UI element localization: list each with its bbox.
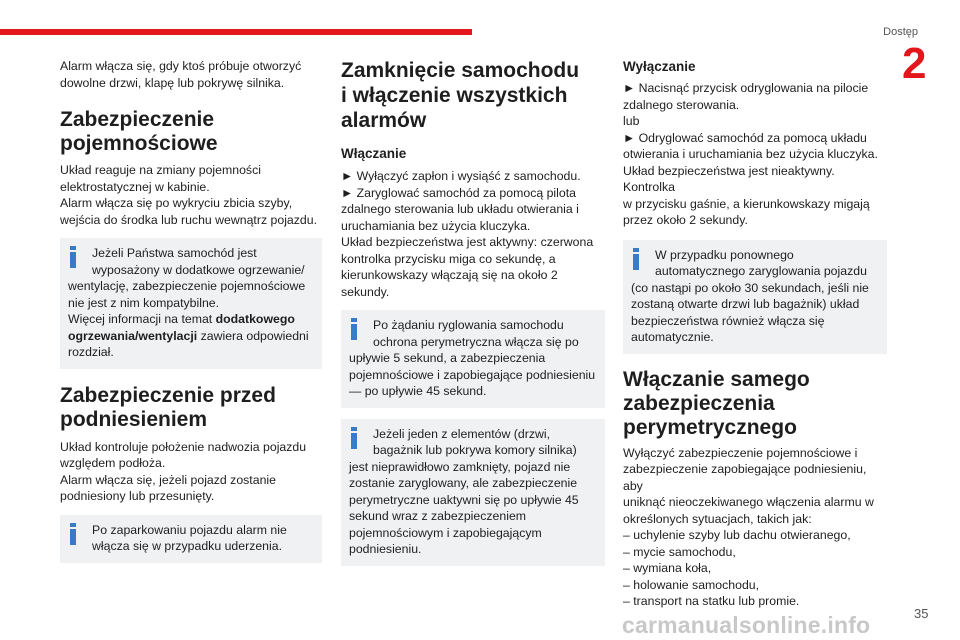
info-icon bbox=[68, 246, 78, 268]
info-icon bbox=[68, 523, 78, 545]
info-note-auto-relock: W przypadku ponownego automatycznego zaryglowania pojazdu (co nastąpi po około 30 sekundach, jeśli nie zostaną otwarte drzwi lub bagażnik) układ bezpieczeństwa również włącza się automatycznie. bbox=[623, 240, 887, 354]
watermark-text: carmanualsonline.info bbox=[622, 612, 871, 638]
column-2 bbox=[341, 58, 605, 566]
page-number: 35 bbox=[914, 606, 929, 621]
heading-lift: Zabezpieczenie przed podniesieniem bbox=[60, 383, 276, 431]
intro-text: Alarm włącza się, gdy ktoś próbuje otworzyć dowolne drzwi, klapę lub pokrywę silnika. bbox=[60, 59, 302, 90]
heading-lock-all-alarms: Zamknięcie samochodu i włączenie wszystkich alarmów bbox=[341, 59, 580, 132]
heading-activation: Włączanie bbox=[341, 146, 407, 161]
heading-perimeter-only: Włączanie samego zabezpieczenia perymetrycznego bbox=[623, 367, 810, 439]
perimeter-text: Wyłączyć zabezpieczenie pojemnościowe i zabezpieczenie zapobiegające podniesieniu, aby uniknąć nieoczekiwanego włączenia alarmu w określonych sytuacjach, takich jak: – uchylenie szyby lub dachu otwieranego, – mycie samochodu, – wymiana koła, – holowanie samochodu, – transport na statku lub promie. bbox=[623, 445, 874, 608]
info-note-impact: Po zaparkowaniu pojazdu alarm nie włącza się w przypadku uderzenia. bbox=[60, 515, 322, 563]
column-1 bbox=[60, 58, 322, 563]
deactivation-text: ► Nacisnąć przycisk odryglowania na pilocie zdalnego sterowania. lub ► Odryglować samochód za pomocą układu otwierania i uruchamiania bez użycia kluczyka. Układ bezpieczeństwa jest nieaktywny. Kontrolka w przycisku gaśnie, a kierunkowskazy migają przez około 2 sekundy. bbox=[623, 81, 878, 227]
red-header-bar bbox=[0, 29, 472, 35]
info-icon bbox=[349, 318, 359, 340]
info-note-perimeter-delay: Po żądaniu ryglowania samochodu ochrona perymetryczna włącza się po upływie 5 sekund, a zabezpieczenia pojemnościowe i zapobiegające podniesieniu — po upływie 45 sekund. bbox=[341, 310, 605, 408]
info-icon bbox=[349, 427, 359, 449]
info-note-heating: Jeżeli Państwa samochód jest wyposażony w dodatkowe ogrzewanie/ wentylację, zabezpieczenie pojemnościowe nie jest z nim kompatybilne. Więcej informacji na temat dodatkowego ogrzewania/wentylacji zawiera odpowiedni rozdział. bbox=[60, 238, 322, 369]
lift-text: Układ kontroluje położenie nadwozia pojazdu względem podłoża. Alarm włącza się, jeżeli pojazd zostanie podniesiony lub przesunięty. bbox=[60, 439, 307, 503]
capacitive-text: Układ reaguje na zmiany pojemności elektrostatycznej w kabinie. Alarm włącza się po wykryciu zbicia szyby, wejścia do środka lub ruchu wewnątrz pojazdu. bbox=[60, 163, 318, 227]
info-icon bbox=[631, 248, 641, 270]
heading-deactivation: Wyłączanie bbox=[623, 59, 696, 74]
chapter-number: 2 bbox=[902, 39, 927, 88]
activation-text: ► Wyłączyć zapłon i wysiąść z samochodu. ► Zaryglować samochód za pomocą pilota zdalnego sterowania lub układu otwierania i uruchamiania bez użycia kluczyka. Układ bezpieczeństwa jest aktywny: czerwona kontrolka przycisku miga co sekundę, a kierunkowskazy włączają się na około 2 sekundy. bbox=[341, 169, 594, 299]
heading-capacitive: Zabezpieczenie pojemnościowe bbox=[60, 108, 218, 155]
section-title: Dostęp bbox=[883, 26, 918, 38]
info-note-unclosed-element: Jeżeli jeden z elementów (drzwi, bagażnik lub pokrywa komory silnika) jest nieprawidłowo zamknięty, pojazd nie zostanie zaryglowany, ale zabezpieczenie perymetryczne uaktywni się po upływie 45 sekund wraz z zabezpieczeniem pojemnościowym i zapobiegającym podniesieniu. bbox=[341, 419, 605, 566]
column-3 bbox=[623, 58, 887, 610]
